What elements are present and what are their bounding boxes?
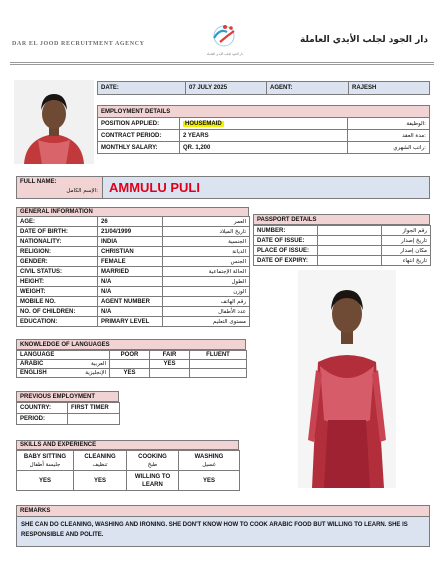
general-value: 26 xyxy=(98,217,163,227)
previous-country-value: FIRST TIMER xyxy=(68,403,120,414)
skill-header-washing xyxy=(179,451,240,471)
skills-table xyxy=(16,450,240,491)
general-row xyxy=(17,237,250,247)
skill-header-babysitting xyxy=(17,451,74,471)
general-table xyxy=(16,216,250,327)
general-value: CHRISTIAN xyxy=(98,247,163,257)
general-row xyxy=(17,217,250,227)
general-value: FEMALE xyxy=(98,257,163,267)
general-label-ar: الطول xyxy=(163,277,250,287)
passport-row xyxy=(254,246,431,256)
agency-name-ar: دار الجود لجلب الأيدي العاملة xyxy=(300,35,428,45)
general-value: N/A xyxy=(98,307,163,317)
general-label-ar: رقم الهاتف xyxy=(163,297,250,307)
full-name-label-cell xyxy=(17,177,103,198)
general-label: RELIGION: xyxy=(17,247,98,257)
lang-header-language: LANGUAGE xyxy=(17,351,110,360)
skill-value-washing: YES xyxy=(179,471,240,491)
remarks-text: SHE CAN DO CLEANING, WASHING AND IRONING. SHE DON'T KNOW HOW TO COOK ARABIC FOOD BUT WILLING TO LEARN. SHE IS RESPONSIBLE AND POLITE. xyxy=(21,522,408,538)
general-label-ar: تاريخ الميلاد xyxy=(163,227,250,237)
full-name-label-ar: الإسم الكامل: xyxy=(66,188,98,194)
skill-header-en: WASHING xyxy=(194,453,224,460)
general-title: GENERAL INFORMATION xyxy=(16,207,249,217)
general-label-ar: الجنسية xyxy=(163,237,250,247)
skill-header-en: BABY SITTING xyxy=(23,453,67,460)
skill-value-cooking-text: WILLING TO LEARN xyxy=(134,473,171,488)
general-value: MARRIED xyxy=(98,267,163,277)
contract-label: CONTRACT PERIOD: xyxy=(98,130,180,142)
employment-title: EMPLOYMENT DETAILS xyxy=(98,106,430,118)
logo-caption: دار الجود لجلب الأيدي العاملة xyxy=(206,52,244,56)
general-label: DATE OF BIRTH: xyxy=(17,227,98,237)
skill-header-ar: غسيل xyxy=(202,461,216,468)
employment-table xyxy=(97,105,430,154)
passport-label-ar: تاريخ انتهاء xyxy=(382,256,431,266)
salary-label: MONTHLY SALARY: xyxy=(98,142,180,154)
previous-title: PREVIOUS EMPLOYMENT xyxy=(16,391,119,402)
skill-header-cooking xyxy=(127,451,179,471)
general-label-ar: الحالة الإجتماعية xyxy=(163,267,250,277)
contract-value: 2 YEARS xyxy=(180,130,348,142)
passport-label-ar: رقم الجواز xyxy=(382,226,431,236)
skill-header-ar: تنظيف xyxy=(92,461,108,468)
general-value: N/A xyxy=(98,287,163,297)
general-row xyxy=(17,247,250,257)
general-value: N/A xyxy=(98,277,163,287)
general-label: CIVIL STATUS: xyxy=(17,267,98,277)
date-agent-table xyxy=(97,81,430,95)
general-label: WEIGHT: xyxy=(17,287,98,297)
languages-table xyxy=(16,350,247,378)
passport-label: PLACE OF ISSUE: xyxy=(254,246,318,256)
position-value xyxy=(180,118,348,130)
general-label: NATIONALITY: xyxy=(17,237,98,247)
agent-value: RAJESH xyxy=(349,82,430,95)
general-row xyxy=(17,287,250,297)
general-row xyxy=(17,317,250,327)
contract-label-ar: مدة العقد: xyxy=(348,130,430,142)
remarks-box xyxy=(16,517,430,547)
lang-header-fluent: FLUENT xyxy=(190,351,247,360)
general-row xyxy=(17,277,250,287)
lang-name-ar: العربية xyxy=(90,361,106,367)
header-rule xyxy=(10,62,434,63)
salary-label-ar: راتب الشهري: xyxy=(348,142,430,154)
skill-header-en: COOKING xyxy=(138,453,167,460)
lang-english-fluent xyxy=(190,369,247,378)
languages-title: KNOWLEDGE OF LANGUAGES xyxy=(16,339,246,350)
lang-english-poor: YES xyxy=(110,369,150,378)
passport-table xyxy=(253,225,431,266)
skill-value-cleaning: YES xyxy=(74,471,127,491)
lang-arabic-poor xyxy=(110,360,150,369)
lang-name-ar: الإنجليزية xyxy=(85,370,106,376)
general-label: MOBILE NO. xyxy=(17,297,98,307)
general-value: INDIA xyxy=(98,237,163,247)
general-label-ar: مستوى التعليم xyxy=(163,317,250,327)
general-row xyxy=(17,227,250,237)
full-name-label: FULL NAME: xyxy=(20,179,57,185)
passport-label: DATE OF ISSUE: xyxy=(254,236,318,246)
skill-value-babysitting: YES xyxy=(17,471,74,491)
general-value: PRIMARY LEVEL xyxy=(98,317,163,327)
passport-label-ar: تاريخ إصدار xyxy=(382,236,431,246)
general-label: HEIGHT: xyxy=(17,277,98,287)
general-label-ar: العمر xyxy=(163,217,250,227)
general-row xyxy=(17,297,250,307)
passport-label: NUMBER: xyxy=(254,226,318,236)
position-label-ar: الوظيفة: xyxy=(348,118,430,130)
passport-row xyxy=(254,256,431,266)
general-label-ar: الديانة xyxy=(163,247,250,257)
lang-english-fair xyxy=(150,369,190,378)
general-row xyxy=(17,257,250,267)
candidate-photo-full xyxy=(298,270,396,488)
candidate-photo-small xyxy=(14,80,94,164)
full-name-box xyxy=(16,176,430,199)
passport-value xyxy=(318,236,382,246)
agency-name-en: DAR EL JOOD RECRUITMENT AGENCY xyxy=(12,41,145,47)
lang-name: ARABIC xyxy=(20,361,44,367)
lang-arabic-fluent xyxy=(190,360,247,369)
passport-value xyxy=(318,246,382,256)
lang-row-english xyxy=(17,369,110,378)
general-value: 21/04/1999 xyxy=(98,227,163,237)
header-rule-2 xyxy=(10,64,434,65)
lang-name: ENGLISH xyxy=(20,370,47,376)
skill-header-en: CLEANING xyxy=(84,453,116,460)
general-row xyxy=(17,267,250,277)
skill-header-ar: جليسة أطفال xyxy=(29,461,61,468)
date-value: 07 JULY 2025 xyxy=(186,82,267,95)
agency-logo xyxy=(200,22,248,56)
lang-arabic-fair: YES xyxy=(150,360,190,369)
lang-header-fair: FAIR xyxy=(150,351,190,360)
general-value: AGENT NUMBER xyxy=(98,297,163,307)
skill-header-cleaning xyxy=(74,451,127,471)
passport-value xyxy=(318,256,382,266)
passport-row xyxy=(254,226,431,236)
general-label-ar: عدد الأطفال xyxy=(163,307,250,317)
position-label: POSITION APPLIED: xyxy=(98,118,180,130)
lang-header-poor: POOR xyxy=(110,351,150,360)
passport-label: DATE OF EXPIRY: xyxy=(254,256,318,266)
passport-title: PASSPORT DETAILS xyxy=(253,214,430,225)
skill-value-cooking xyxy=(127,471,179,491)
general-row xyxy=(17,307,250,317)
full-name-value: AMMULU PULI xyxy=(109,180,200,195)
salary-value: QR. 1,200 xyxy=(180,142,348,154)
general-label: EDUCATION: xyxy=(17,317,98,327)
previous-table xyxy=(16,402,120,425)
remarks-title: REMARKS xyxy=(16,505,430,517)
previous-period-label: PERIOD: xyxy=(17,414,68,425)
position-value-text: HOUSEMAID xyxy=(185,120,222,127)
agent-label: AGENT: xyxy=(267,82,349,95)
passport-row xyxy=(254,236,431,246)
general-label-ar: الجنس xyxy=(163,257,250,267)
previous-period-value xyxy=(68,414,120,425)
skill-header-ar: طبخ xyxy=(147,461,158,468)
skills-title: SKILLS AND EXPERIENCE xyxy=(16,440,239,450)
general-label: GENDER: xyxy=(17,257,98,267)
date-label: DATE: xyxy=(98,82,186,95)
passport-value xyxy=(318,226,382,236)
passport-label-ar: مكان إصدار xyxy=(382,246,431,256)
previous-country-label: COUNTRY: xyxy=(17,403,68,414)
general-label: AGE: xyxy=(17,217,98,227)
lang-row-arabic xyxy=(17,360,110,369)
general-label-ar: الوزن xyxy=(163,287,250,297)
general-label: NO. OF CHILDREN: xyxy=(17,307,98,317)
